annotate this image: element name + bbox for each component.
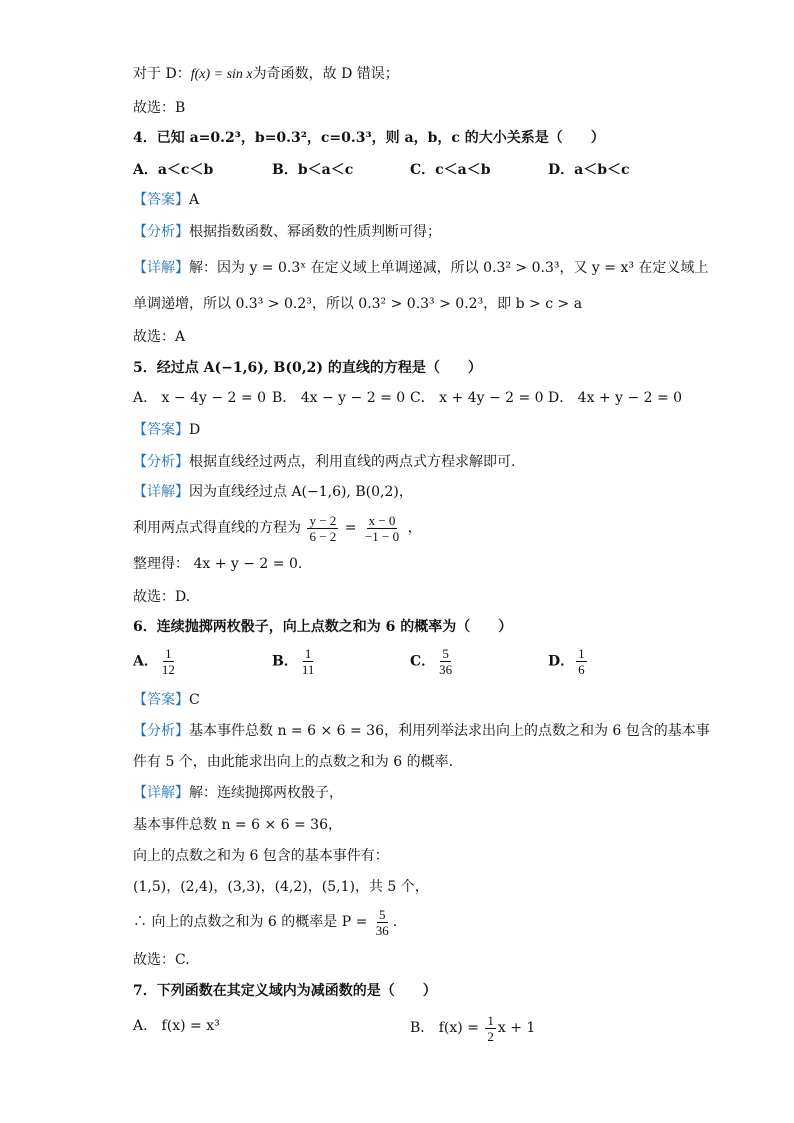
q6-detail-1: 【详解】解：连续抛掷两枚骰子， <box>133 785 343 801</box>
q6-analysis-1: 【分析】基本事件总数 n = 6 × 6 = 36，利用列举法求出向上的点数之和为 6 包含的基本事 <box>133 723 710 739</box>
q4-answer: 【答案】A <box>133 192 200 208</box>
q5-detail-2: 利用两点式得直线的方程为 $\frac{y - 2}{6 - 2}$ = $\frac{x - 0}{-1 - 0}$ ， <box>133 512 422 544</box>
question-5-stem: 5．经过点 A(−1,6), B(0,2) 的直线的方程是（ ） <box>133 360 482 376</box>
q6-select: 故选：C. <box>133 952 190 968</box>
fraction: $\frac{1}{6}$ <box>578 646 585 677</box>
q7-option-b: B． f(x) = $\frac{1}{2}$ x + 1 <box>410 1012 536 1044</box>
question-7-stem: 7．下列函数在其定义域内为减函数的是（ ） <box>133 983 437 999</box>
fraction: $\frac{y - 2}{6 - 2}$ <box>309 512 337 544</box>
q4-option-c: C．c＜a＜b <box>410 162 491 178</box>
fraction: $\frac{x - 0}{-1 - 0}$ <box>364 512 400 544</box>
q6-option-d: D． $\frac{1}{6}$ <box>548 646 585 677</box>
q6-analysis-2: 件有 5 个，由此能求出向上的点数之和为 6 的概率. <box>133 754 454 770</box>
q5-option-b: B． 4x − y − 2 = 0 <box>272 390 406 406</box>
q4-analysis: 【分析】根据指数函数、幂函数的性质判断可得； <box>133 224 441 240</box>
line-select-b: 故选：B <box>133 100 186 116</box>
q6-option-a: A． $\frac{1}{12}$ <box>133 646 175 677</box>
q5-option-d: D． 4x + y − 2 = 0 <box>548 390 683 406</box>
q4-detail-1: 【详解】解：因为 y = 0.3ˣ 在定义域上单调递减，所以 0.3² > 0.3³，又 y = x³ 在定义域上 <box>133 260 709 276</box>
q5-detail-1: 【详解】因为直线经过点 A(−1,6), B(0,2)， <box>133 484 413 500</box>
fraction: $\frac{1}{12}$ <box>161 646 175 677</box>
q4-select: 故选：A <box>133 329 186 345</box>
q5-analysis: 【分析】根据直线经过两点，利用直线的两点式方程求解即可. <box>133 454 516 470</box>
q6-detail-3: 向上的点数之和为 6 包含的基本事件有： <box>133 848 389 864</box>
q7-option-a: A． f(x) = x³ <box>133 1018 220 1034</box>
q6-detail-5: ∴ 向上的点数之和为 6 的概率是 P = $\frac{5}{36}$ . <box>133 906 398 938</box>
fraction: $\frac{5}{36}$ <box>375 906 389 938</box>
line-option-d-conclusion: 对于 D：f(x) = sin x为奇函数，故 D 错误； <box>133 66 399 82</box>
q6-option-b: B． $\frac{1}{11}$ <box>272 646 315 677</box>
q4-option-a: A．a＜c＜b <box>133 162 214 178</box>
q5-option-a: A． x − 4y − 2 = 0 <box>133 390 266 406</box>
q6-detail-2: 基本事件总数 n = 6 × 6 = 36， <box>133 817 342 833</box>
q6-answer: 【答案】C <box>133 692 200 708</box>
fraction: $\frac{5}{36}$ <box>439 646 453 677</box>
question-6-stem: 6．连续抛掷两枚骰子，向上点数之和为 6 的概率为（ ） <box>133 619 513 635</box>
fraction: $\frac{1}{11}$ <box>301 646 315 677</box>
q5-answer: 【答案】D <box>133 422 201 438</box>
q4-detail-2: 单调递增，所以 0.3³ > 0.2³，所以 0.3² > 0.3³ > 0.2³，即 b > c > a <box>133 296 583 312</box>
q4-option-b: B．b＜a＜c <box>272 162 354 178</box>
q6-detail-4: (1,5)，(2,4)，(3,3)，(4,2)，(5,1)，共 5 个， <box>133 879 429 895</box>
q6-option-c: C． $\frac{5}{36}$ <box>410 646 453 677</box>
q5-option-c: C． x + 4y − 2 = 0 <box>410 390 544 406</box>
q5-detail-3: 整理得： 4x + y − 2 = 0. <box>133 556 303 572</box>
question-4-stem: 4．已知 a=0.2³，b=0.3²，c=0.3³，则 a，b，c 的大小关系是（ ） <box>133 130 605 146</box>
fraction: $\frac{1}{2}$ <box>487 1012 494 1044</box>
q5-select: 故选：D. <box>133 589 191 605</box>
q4-option-d: D．a＜b＜c <box>548 162 630 178</box>
